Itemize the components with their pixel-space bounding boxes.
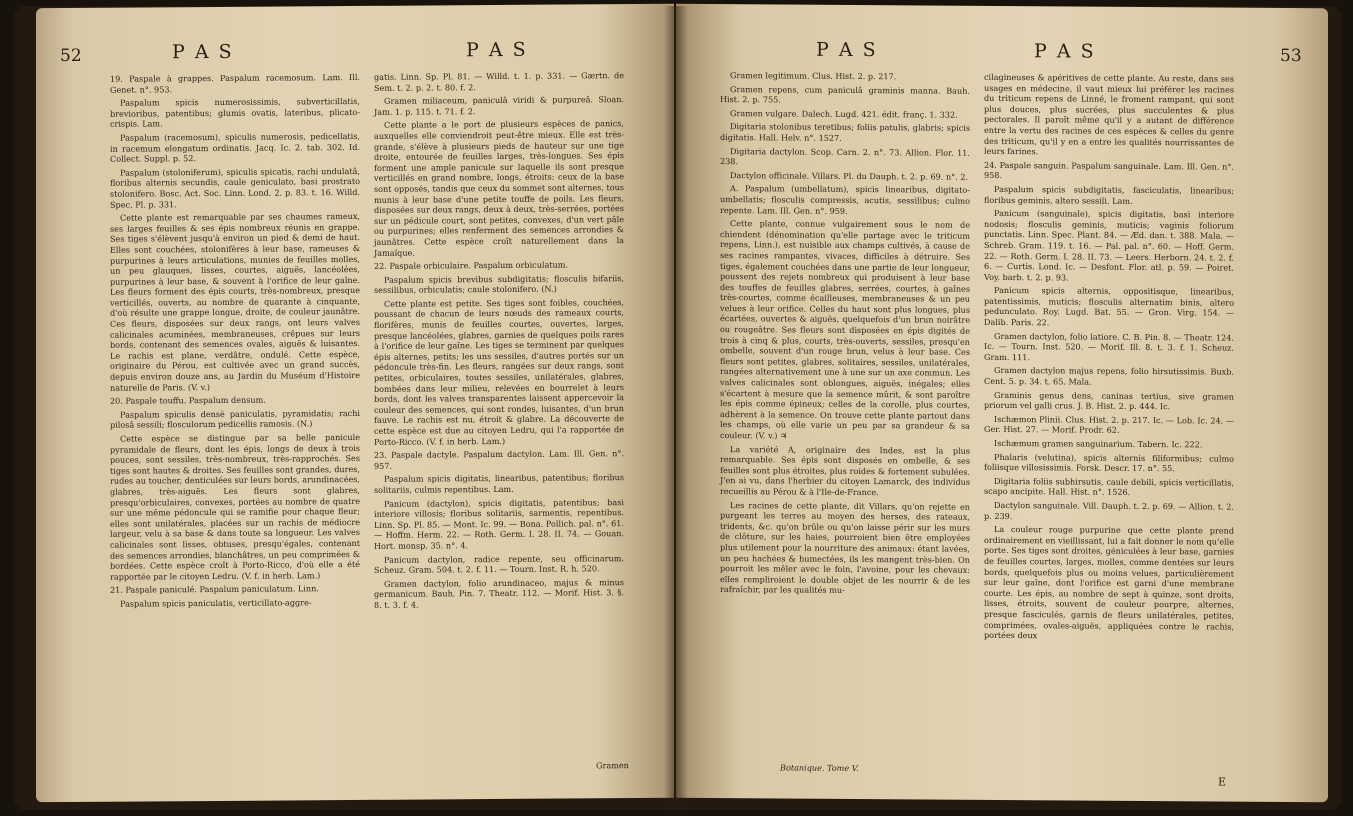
entry-24-synonym-5: Graminis genus dens, caninas tertius, sive gramen priorum vel galli crus. J. B. Hist. 2. p. 444. Ic. (984, 389, 1234, 412)
entry-24-synonym-10: Dactylon sanguinale. Vill. Dauph. t. 2. p. 69. — Allion. t. 2. p. 239. (984, 499, 1234, 521)
entry-23-synonym-1: Panicum (dactylon), spicis digitatis, patentibus; basi interiore villosis; floribus solitariis, sarmentis, repentibus. Linn. Sp. Pl. 85. — Mont. Ic. 99. — Bona. Pollich. pal. n°. 61. — Hoffm. Herm. 22. — Roth. Germ. I. 28. II. 74. — Gouan. Hort. monsp. 35. n°. 4. (374, 496, 624, 551)
entry-22-description: Cette plante est petite. Ses tiges sont foibles, couchées, poussant de chacun de leurs nœuds des rameaux courts, florifères, munis de feuilles courtes, ouvertes, larges, presque lancéolées, glabres, garnies de quelques poils rares à l'orifice de leur gaîne. Les tiges se terminent par quelques épis alternes, petits; les uns sessiles, d'autres portés sur un pédoncule très-fin. Les fleurs, rangées sur deux rangs, sont petites, orbiculaires, toutes sessiles, unilatérales, glabres, bombées dans leur milieu, relevées en bourrelet à leurs bords, dont les valves transparentes laissent appercevoir la couleur des semences, qui sont rondes, luisantes, d'un brun fauve. Le rachis est nu, étroit & glabre. La découverte de cette espèce est due au citoyen Ledru, qui l'a rapportée de Porto-Ricco. (V. f. in herb. Lam.) (374, 296, 624, 447)
entry-24-title: 24. Paspale sanguin. Paspalum sanguinale. Lam. Ill. Gen. n°. 958. (984, 159, 1234, 181)
entry-21-description: Cette plante a le port de plusieurs espèces de panics, auxquelles elle conviendroit peut-être mieux. Elle est très-grande, s'élève à plusieurs pieds de hauteur sur une tige droite, entourée de feuilles larges, très-longues. Ses épis forment une ample panicule sur laquelle ils sont presque verticillés en grand nombre, longs, étroits: ceux de la base sont opposés, tandis que ceux du sommet sont alternes, tous munis à leur base d'une petite touffe de poils. Les fleurs, disposées sur deux rangs, deux à deux, très-serrées, portées sur un pédicule court, sont petites, convexes, d'un vert pâle ou purpurines; elles renferment des semences arrondies & jaunâtres. Cette espèce croît naturellement dans la Jamaïque. (374, 118, 624, 258)
right-column-1 (720, 70, 970, 600)
entry-24-description: La couleur rouge purpurine que cette plante prend ordinairement en vieillissant, lui a fait donner le nom qu'elle porte. Ses tiges sont droites, géniculées à leur base, garnies de feuilles courtes, larges, molles, comme dentées sur leurs bords, quelquefois plus ou moins velues, particulièrement sur leur gaîne, dont l'orifice est garni d'une membrane courte. Les épis, au nombre de sept à quinze, sont droits, lisses, étroits, souvent de couleur pourpre, alternes, presque fasciculés, garnis de fleurs unilatérales, petites, comprimées, ovales-aiguës, appliquées contre le rachis, portées deux (984, 524, 1234, 641)
entry-20-description: Cette espèce se distingue par sa belle panicule pyramidale de fleurs, dont les épis, longs de deux à trois pouces, sont sessiles, très-nombreux, très-rapprochés. Ses tiges sont hautes & droites. Ses feuilles sont grandes, dures, rudes au toucher, denticulées sur leurs bords, arundinacées, glabres, très-aiguës. Les fleurs sont glabres, presqu'orbiculaires, convexes, portées au nombre de quatre sur une même pédoncule qui se ramifie pour chaque fleur; elles sont unilatérales, placées sur un rachis de médiocre largeur, velu à sa base & dans toute sa longueur. Les valves calicinales sont lisses, obtuses, presqu'égales, contenant des semences arrondies, blanchâtres, un peu comprimées & bordées. Cette espèce croît à Porto-Ricco, d'où elle a été rapportée par le citoyen Ledru. (V. f. in herb. Lam.) (110, 431, 360, 582)
entry-19-synonym-1: Paspalum (racemosum), spiculis numerosis, pedicellatis, in racemum elongatum ordinatis. Jacq. Ic. 2. tab. 302. Id. Collect. Suppl. p. 52. (110, 130, 360, 164)
entry-23-uses: Les racines de cette plante, dit Villars, qu'on rejette en purgeant les terres au moyen des herses, des rateaux, tridents, &c. qu'on brûle ou qu'on laisse périr sur les murs de clôture, sur les haies, pourroient bien être employées plus utilement pour la nourriture des animaux: étant lavées, un peu hachées & humectées, ils les mangent très-bien. On pourroit les mêler avec le foin, l'avoine, pour les chevaux: elles rempliroient le double objet de les nourrir & de les rafraîchir, par les qualités mu- (720, 499, 970, 596)
entry-24-synonym-7: Ischæmum gramen sanguinarium. Tabern. Ic. 222. (994, 437, 1203, 450)
entry-24-synonym-4: Gramen dactylon majus repens, folio hirsutissimis. Buxb. Cent. 5. p. 34. t. 65. Mala. (984, 365, 1234, 387)
entry-24-synonym-2: Panicum spicis alternis, oppositisque, linearibus, patentissimis, muticis; flosculis alternatim binis, altero pedunculato. Roy. Lugd. Bat. 55. — Gron. Virg. 154. — Dalib. Paris. 22. (984, 285, 1234, 328)
right-page (676, 4, 1328, 803)
entry-24-synonym-8: Phalaris (velutina), spicis alternis filiformibus; culmo foliisque villosissimis. Forsk. Descr. 17. n°. 55. (984, 451, 1234, 474)
entry-22-title: 22. Paspale orbiculaire. Paspalum orbiculatum. (374, 259, 569, 271)
left-column-2 (374, 70, 624, 613)
entry-23-synonym-2: Panicum dactylon, radice repente, seu officinarum. Scheuz. Gram. 504. t. 2. f. 11. — Tourn. Inst. R. h. 520. (374, 552, 624, 575)
entry-24-synonym-9: Digitaria foliis subhirsutis, caule debili, spicis verticillatis, scapo ancipite. Hall. Hist. n°. 1526. (984, 475, 1234, 498)
entry-23-diagnosis: Paspalum spicis digitatis, linearibus, patentibus; floribus solitariis, culmis repentibus. Lam. (374, 472, 624, 495)
entry-20-diagnosis: Paspalum spiculis densè paniculatis, pyramidatis; rachi pilosâ sessili; flosculorum pedicellis ramosis. (N.) (110, 407, 360, 431)
entry-23-synonym-6: Gramen vulgare. Dalech. Lugd. 421. édit. franç. 1. 332. (730, 107, 958, 120)
entry-21-diagnosis: Paspalum spicis paniculatis, verticillato-aggre- (120, 597, 312, 609)
entry-24-synonym-1: Panicum (sanguinale), spicis digitatis, basi interiore nodosis; flosculis geminis, muticis; vaginis foliorum punctatis. Linn. Spec. Plant. 84. — Æd. dan. t. 388. Mala. — Schreb. Gram. 119. t. 16. — Pal. pal. n°. 60. — Hoff. Germ. 22. — Roth. Germ. I. 28. II. 73. — Leers. Herborn. 24. t. 2. f. 6. — Curtis. Lond. Ic. — Desfont. Flor. atl. p. 59. — Poiret. Voy. barb. t. 2. p. 93. (984, 208, 1234, 283)
entry-24-diagnosis: Paspalum spicis subdigitatis, fasciculatis, linearibus; floribus geminis, altero sessili. Lam. (984, 183, 1234, 206)
entry-21-synonym: Gramen miliaceum, paniculâ viridi & purpureâ. Sloan. Jam. 1. p. 115. t. 71. f. 2. (374, 94, 624, 117)
volume-footer: Botanique. Tome V. (780, 762, 859, 773)
entry-19-title: 19. Paspale à grappes. Paspalum racemosum. Lam. Ill. Genet. n°. 953. (110, 71, 360, 95)
entry-23-synonym-4: Gramen legitimum. Clus. Hist. 2. p. 217. (730, 70, 897, 82)
entry-19-synonym-2: Paspalum (stoloniferum), spiculis spicatis, rachi undulatâ, floribus alternis secundis, caule geniculato, basi prostrato stolonifero. Bosc. Act. Soc. Linn. Lond. 2. p. 83. t. 16. Willd. Spec. Pl. p. 331. (110, 165, 360, 210)
entry-22-diagnosis: Paspalum spicis brevibus subdigitatis; flosculis bifariis, sessilibus, orbiculatis; caule stolonifero. (N.) (374, 272, 624, 296)
entry-23-synonym-5: Gramen repens, cum paniculâ graminis manna. Bauh. Hist. 2. p. 755. (720, 83, 970, 105)
entry-23-title: 23. Paspale dactyle. Paspalum dactylon. Lam. Ill. Gen. n°. 957. (374, 448, 624, 471)
entry-21-title: 21. Paspale paniculé. Paspalum paniculatum. Linn. (110, 583, 319, 596)
left-page (36, 4, 674, 802)
right-header-left: P A S (816, 38, 878, 62)
right-column-2 (984, 72, 1234, 645)
entry-20-title: 20. Paspale touffu. Paspalum densum. (110, 394, 266, 406)
left-header-right: P A S (466, 38, 528, 62)
left-header-left: P A S (172, 40, 234, 64)
entry-23-variety-a: A. Paspalum (umbellatum), spicis linearibus, digitato-umbellatis; flosculis compressis, acutis, sessilibus; culmo repente. Lam. Ill. Gen. n°. 959. (720, 183, 970, 216)
left-catchword: Gramen (596, 760, 629, 771)
entry-23-synonym-3: Gramen dactylon, folio arundinaceo, majus & minus germanicum. Bauh. Pin. 7. Theatr. 112. — Morif. Hist. 3. §. 8. t. 3. f. 4. (374, 576, 624, 610)
entry-21-refs: gatis. Linn. Sp. Pl. 81. — Willd. t. 1. p. 331. — Gærtn. de Sem. t. 2. p. 2. t. 80. f. 2. (374, 70, 624, 93)
entry-19-description: Cette plante est remarquable par ses chaumes rameux, ses larges feuilles & ses épis nombreux réunis en grappe. Ses tiges s'élèvent jusqu'à environ un pied & demi de haut. Elles sont couchées, stolonifères à leur base, rameuses & purpurines à leurs articulations, munies de feuilles molles, un peu glauques, lisses, courtes, aiguës, lancéolées, purpurines à leur base, & souvent à l'orifice de leur gaîne. Les fleurs forment des épis courts, très-nombreux, presque verticillés, ouverts, au nombre de quarante à cinquante, d'où résulte une grappe longue, droite, de couleur jaunâtre. Ces fleurs, disposées sur deux rangs, ont leurs valves calicinales acuminées, membraneuses, crêpues sur leurs bords, contenant des semences ovales, aiguës & luisantes. Le rachis est plane, verdâtre, ondulé. Cette espèce, originaire du Pérou, est cultivée avec un grand succès, depuis environ douze ans, au Jardin du Muséum d'Histoire naturelle de Paris. (V. v.) (110, 211, 360, 393)
entry-23-uses-cont: cilagineuses & apéritives de cette plante. Au reste, dans ses usages en médecine, il vaut mieux lui préférer les racines du triticum repens de Linné, le froment rampant, qui sont plus douces, plus sucrées, plus succulentes & plus pectorales. Il paroît même qu'il y a autant de différence entre la vertu des racines de ces espèces & celles du genre des triticum, qu'il y en a entre les qualités nourrissantes de leurs farines. (984, 71, 1234, 157)
entry-23-synonym-7: Digitaria stolonibus teretibus; foliis patulis, glabris; spicis digitatis. Hall. Helv. n°. 1527. (720, 121, 970, 143)
entry-23-synonym-8: Digitaria dactylon. Scop. Carn. 2. n°. 73. Allion. Flor. 11. 238. (720, 145, 970, 167)
entry-23-description: Cette plante, connue vulgairement sous le nom de chiendent (dénomination qu'elle partage avec le triticum repens, Linn.), est nuisible aux champs cultivés, à cause de ses racines rampantes, vivaces, difficiles à détruire. Ses tiges, également couchées dans une partie de leur longueur, poussent des rejets nombreux qui produisent à leur base des touffes de feuilles glabres, serrées, courtes, à gaînes très-courtes, comme écailleuses, membraneuses & un peu velues à leur orifice. Celles du haut sont plus longues, plus écartées, ouvertes & aiguës, quelquefois d'un brun noirâtre ou rougeâtre. Ses fleurs sont disposées en épis digités de trois à cinq & plus, courts, très-ouverts, sessiles, presqu'en ombelle, souvent d'un rouge brun, velus à leur base. Ces fleurs sont petites, glabres, solitaires, sessiles, unilatérales, rangées alternativement une à une sur un axe commun. Les valves calicinales sont oblongues, aiguës, inégales; elles s'écartent à mesure que la semence mûrit, & sont paroître les épis comme épineux; celles de la corolle, plus courtes, adhèrent à la semence. On trouve cette plante partout dans les champs, où elle varie un peu par sa grandeur & sa couleur. (V. v.) ♃ (720, 218, 970, 441)
signature-mark: E (1218, 775, 1227, 789)
entry-23-synonym-9: Dactylon officinale. Villars. Pl. du Dauph. t. 2. p. 69. n°. 2. (730, 169, 969, 182)
entry-23-variety-note: La variété A, originaire des Indes, est la plus remarquable. Ses épis sont disposés en ombelle, & ses feuilles sont plus étroites, plus roides & fortement subulées. J'en ai vu, dans l'herbier du citoyen Lamarck, des individus recueillis au Pérou & à l'Ile-de-France. (720, 443, 970, 498)
book-spread (14, 6, 1342, 810)
right-header-right: P A S (1034, 40, 1096, 63)
book-gutter (664, 6, 688, 810)
entry-19-diagnosis: Paspalum spicis numerosissimis, subverticillatis, brevioribus, patentibus; glumis ovatis, lateribus, plicato-crispis. Lam. (110, 96, 360, 130)
right-page-number: 53 (1280, 45, 1302, 67)
left-page-number: 52 (60, 45, 82, 67)
left-column-1 (110, 72, 360, 612)
entry-24-synonym-6: Ischæmon Plinii. Clus. Hist. 2. p. 217. Ic. — Lob. Ic. 24. — Ger. Hist. 27. — Morif. Prodr. 62. (984, 413, 1234, 436)
entry-24-synonym-3: Gramen dactylon, folio latiore. C. B. Pin. 8. — Theatr. 124. Ic. — Tourn. Inst. 520. — Morif. Ill. 8. t. 3. f. 1. Scheuz. Gram. 111. (984, 330, 1234, 363)
